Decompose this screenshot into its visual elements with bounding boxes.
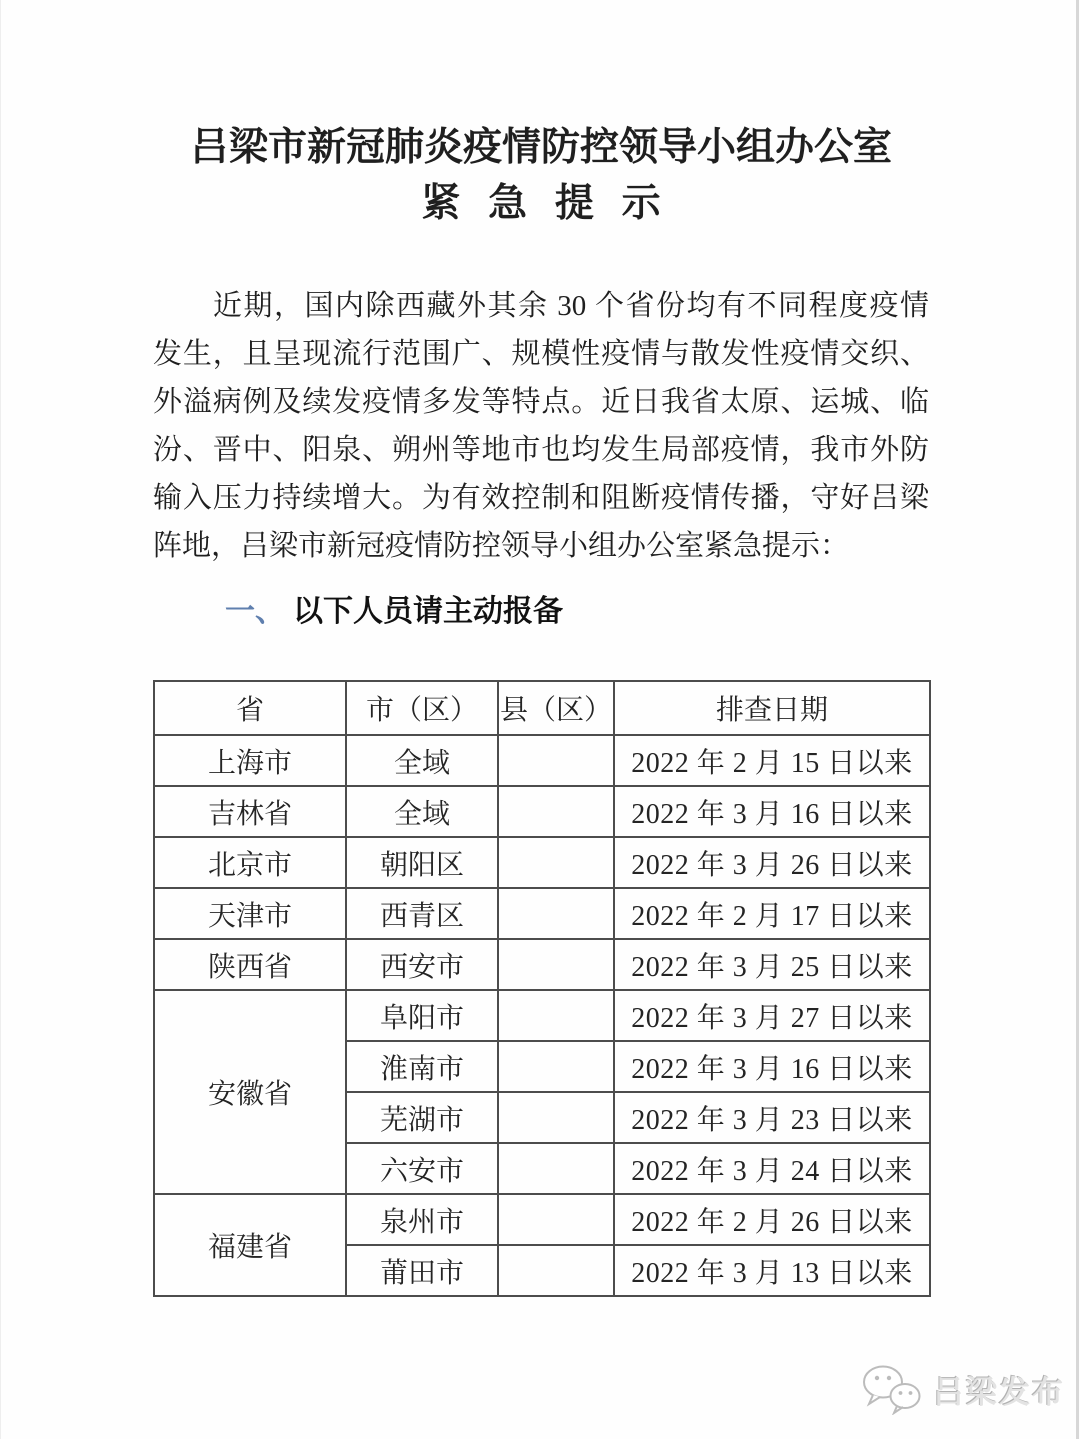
table-header-row — [154, 681, 930, 735]
city-cell: 阜阳市 — [346, 990, 498, 1041]
province-cell: 福建省 — [154, 1194, 346, 1296]
city-cell: 芜湖市 — [346, 1092, 498, 1143]
date-cell: 2022 年 3 月 16 日以来 — [614, 786, 930, 837]
table-row — [154, 735, 930, 786]
province-cell: 天津市 — [154, 888, 346, 939]
county-cell — [498, 735, 614, 786]
section-number: 一、 — [225, 595, 285, 628]
county-cell — [498, 786, 614, 837]
title-line-1: 吕梁市新冠肺炎疫情防控领导小组办公室 — [189, 126, 892, 169]
column-header: 县（区） — [498, 681, 614, 735]
wechat-logo-icon — [861, 1363, 925, 1415]
paragraph-line: 汾、晋中、阳泉、朔州等地市也均发生局部疫情，我市外防 — [153, 434, 929, 466]
city-cell: 西安市 — [346, 939, 498, 990]
publisher-name: 吕梁发布 — [933, 1374, 1065, 1410]
province-cell: 上海市 — [154, 735, 346, 786]
title-line-2: 紧 急 提 示 — [421, 182, 670, 225]
paragraph-line: 发生，且呈现流行范围广、规模性疫情与散发性疫情交织、 — [153, 338, 929, 370]
date-cell: 2022 年 3 月 26 日以来 — [614, 837, 930, 888]
county-cell — [498, 1245, 614, 1296]
column-header: 省 — [154, 681, 346, 735]
section-heading — [153, 586, 929, 638]
county-cell — [498, 1143, 614, 1194]
county-cell — [498, 1092, 614, 1143]
province-cell: 北京市 — [154, 837, 346, 888]
table-row — [154, 1194, 930, 1245]
paragraph-line: 阵地，吕梁市新冠疫情防控领导小组办公室紧急提示： — [153, 530, 850, 562]
province-cell: 吉林省 — [154, 786, 346, 837]
paragraph-line: 输入压力持续增大。为有效控制和阻断疫情传播，守好吕梁 — [153, 482, 929, 514]
province-cell: 安徽省 — [154, 990, 346, 1194]
table-row — [154, 888, 930, 939]
county-cell — [498, 939, 614, 990]
city-cell: 淮南市 — [346, 1041, 498, 1092]
section-heading-text: 以下人员请主动报备 — [293, 595, 563, 628]
county-cell — [498, 1041, 614, 1092]
county-cell — [498, 837, 614, 888]
date-cell: 2022 年 3 月 27 日以来 — [614, 990, 930, 1041]
publisher-watermark — [861, 1363, 1065, 1415]
county-cell — [498, 1194, 614, 1245]
table-row — [154, 837, 930, 888]
page-edge-line — [1076, 0, 1079, 1439]
date-cell: 2022 年 3 月 13 日以来 — [614, 1245, 930, 1296]
screening-table — [153, 680, 931, 1297]
city-cell: 莆田市 — [346, 1245, 498, 1296]
county-cell — [498, 888, 614, 939]
column-header: 排查日期 — [614, 681, 930, 735]
city-cell: 六安市 — [346, 1143, 498, 1194]
document-content — [153, 0, 929, 1297]
table-row — [154, 786, 930, 837]
date-cell: 2022 年 2 月 15 日以来 — [614, 735, 930, 786]
date-cell: 2022 年 2 月 17 日以来 — [614, 888, 930, 939]
document-title — [153, 120, 929, 232]
province-cell: 陕西省 — [154, 939, 346, 990]
date-cell: 2022 年 2 月 26 日以来 — [614, 1194, 930, 1245]
table-row — [154, 939, 930, 990]
body-paragraph — [153, 282, 929, 570]
date-cell: 2022 年 3 月 24 日以来 — [614, 1143, 930, 1194]
county-cell — [498, 990, 614, 1041]
city-cell: 全域 — [346, 786, 498, 837]
date-cell: 2022 年 3 月 16 日以来 — [614, 1041, 930, 1092]
paragraph-line: 外溢病例及续发疫情多发等特点。近日我省太原、运城、临 — [153, 386, 929, 418]
date-cell: 2022 年 3 月 25 日以来 — [614, 939, 930, 990]
city-cell: 泉州市 — [346, 1194, 498, 1245]
city-cell: 朝阳区 — [346, 837, 498, 888]
city-cell: 全域 — [346, 735, 498, 786]
paragraph-line: 近期，国内除西藏外其余 30 个省份均有不同程度疫情 — [213, 290, 929, 322]
column-header: 市（区） — [346, 681, 498, 735]
city-cell: 西青区 — [346, 888, 498, 939]
date-cell: 2022 年 3 月 23 日以来 — [614, 1092, 930, 1143]
table-row — [154, 990, 930, 1041]
